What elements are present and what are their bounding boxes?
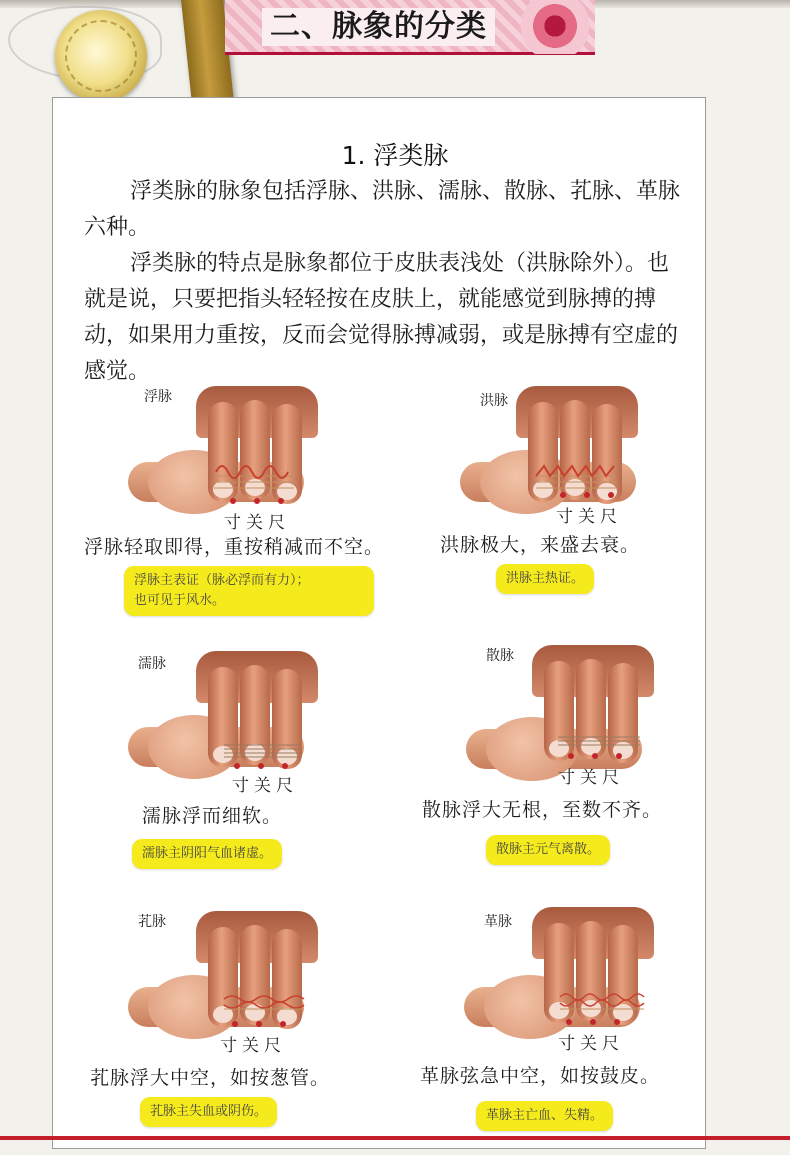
position-label: 寸关尺 <box>556 507 622 527</box>
pulse-note: 洪脉主热证。 <box>496 564 594 594</box>
pulse-block-ru <box>84 645 404 895</box>
dot-guan <box>590 1019 596 1025</box>
pulse-caption: 濡脉浮而细软。 <box>142 805 283 827</box>
pulse-label: 散脉 <box>486 648 514 664</box>
dot-chi <box>282 763 288 769</box>
pulse-note: 芤脉主失血或阴伤。 <box>140 1097 277 1127</box>
dot-guan <box>254 498 260 504</box>
dot-guan <box>592 753 598 759</box>
pulse-block-ge <box>420 905 740 1155</box>
dot-guan <box>256 1021 262 1027</box>
pulse-label: 洪脉 <box>480 393 508 409</box>
dot-cun <box>234 763 240 769</box>
dot-guan <box>584 492 590 498</box>
pulse-caption: 芤脉浮大中空，如按葱管。 <box>90 1067 331 1089</box>
pulse-label: 革脉 <box>484 914 512 930</box>
dot-cun <box>230 498 236 504</box>
pulse-note: 浮脉主表证（脉必浮而有力）； 也可见于风水。 <box>124 566 374 616</box>
flower-decoration <box>515 0 595 54</box>
position-label: 寸关尺 <box>224 513 290 533</box>
pulse-note: 濡脉主阴阳气血诸虚。 <box>132 839 282 869</box>
position-label: 寸关尺 <box>232 776 298 796</box>
position-label: 寸关尺 <box>558 1034 624 1054</box>
position-label: 寸关尺 <box>558 768 624 788</box>
pulse-note: 散脉主元气离散。 <box>486 835 610 865</box>
dot-chi <box>608 492 614 498</box>
pulse-label: 濡脉 <box>138 656 166 672</box>
pulse-label: 芤脉 <box>138 914 166 930</box>
pulse-block-san <box>420 645 740 895</box>
dot-chi <box>278 498 284 504</box>
pulse-caption: 革脉弦急中空，如按鼓皮。 <box>420 1065 661 1087</box>
section-title: 1. 浮类脉 <box>341 141 449 170</box>
pulse-block-fu <box>84 380 404 630</box>
position-label: 寸关尺 <box>220 1036 286 1056</box>
dot-cun <box>232 1021 238 1027</box>
pulse-label: 浮脉 <box>144 389 172 405</box>
pulse-caption: 洪脉极大，来盛去衰。 <box>440 534 641 556</box>
dot-cun <box>560 492 566 498</box>
dot-chi <box>280 1021 286 1027</box>
bottom-border <box>0 1136 790 1140</box>
dot-chi <box>616 753 622 759</box>
dot-cun <box>568 753 574 759</box>
dot-chi <box>614 1019 620 1025</box>
intro-paragraph-2: 浮类脉的特点是脉象都位于皮肤表浅处（洪脉除外）。也就是说，只要把指头轻轻按在皮肤上，就能感觉到脉搏的搏动，如果用力重按，反而会觉得脉搏减弱，或是脉搏有空虚的感觉。 <box>84 251 679 384</box>
dot-cun <box>566 1019 572 1025</box>
pulse-block-kou <box>84 905 404 1155</box>
intro-paragraph-1: 浮类脉的脉象包括浮脉、洪脉、濡脉、散脉、芤脉、革脉六种。 <box>84 179 681 240</box>
pulse-block-hong <box>440 380 760 630</box>
pulse-note: 革脉主亡血、失精。 <box>476 1101 613 1131</box>
dot-guan <box>258 763 264 769</box>
pulse-caption: 散脉浮大无根，至数不齐。 <box>422 799 663 821</box>
chapter-title: 二、脉象的分类 <box>262 8 495 46</box>
pulse-caption: 浮脉轻取即得，重按稍减而不空。 <box>84 536 385 558</box>
gold-seal-decoration <box>55 10 147 102</box>
